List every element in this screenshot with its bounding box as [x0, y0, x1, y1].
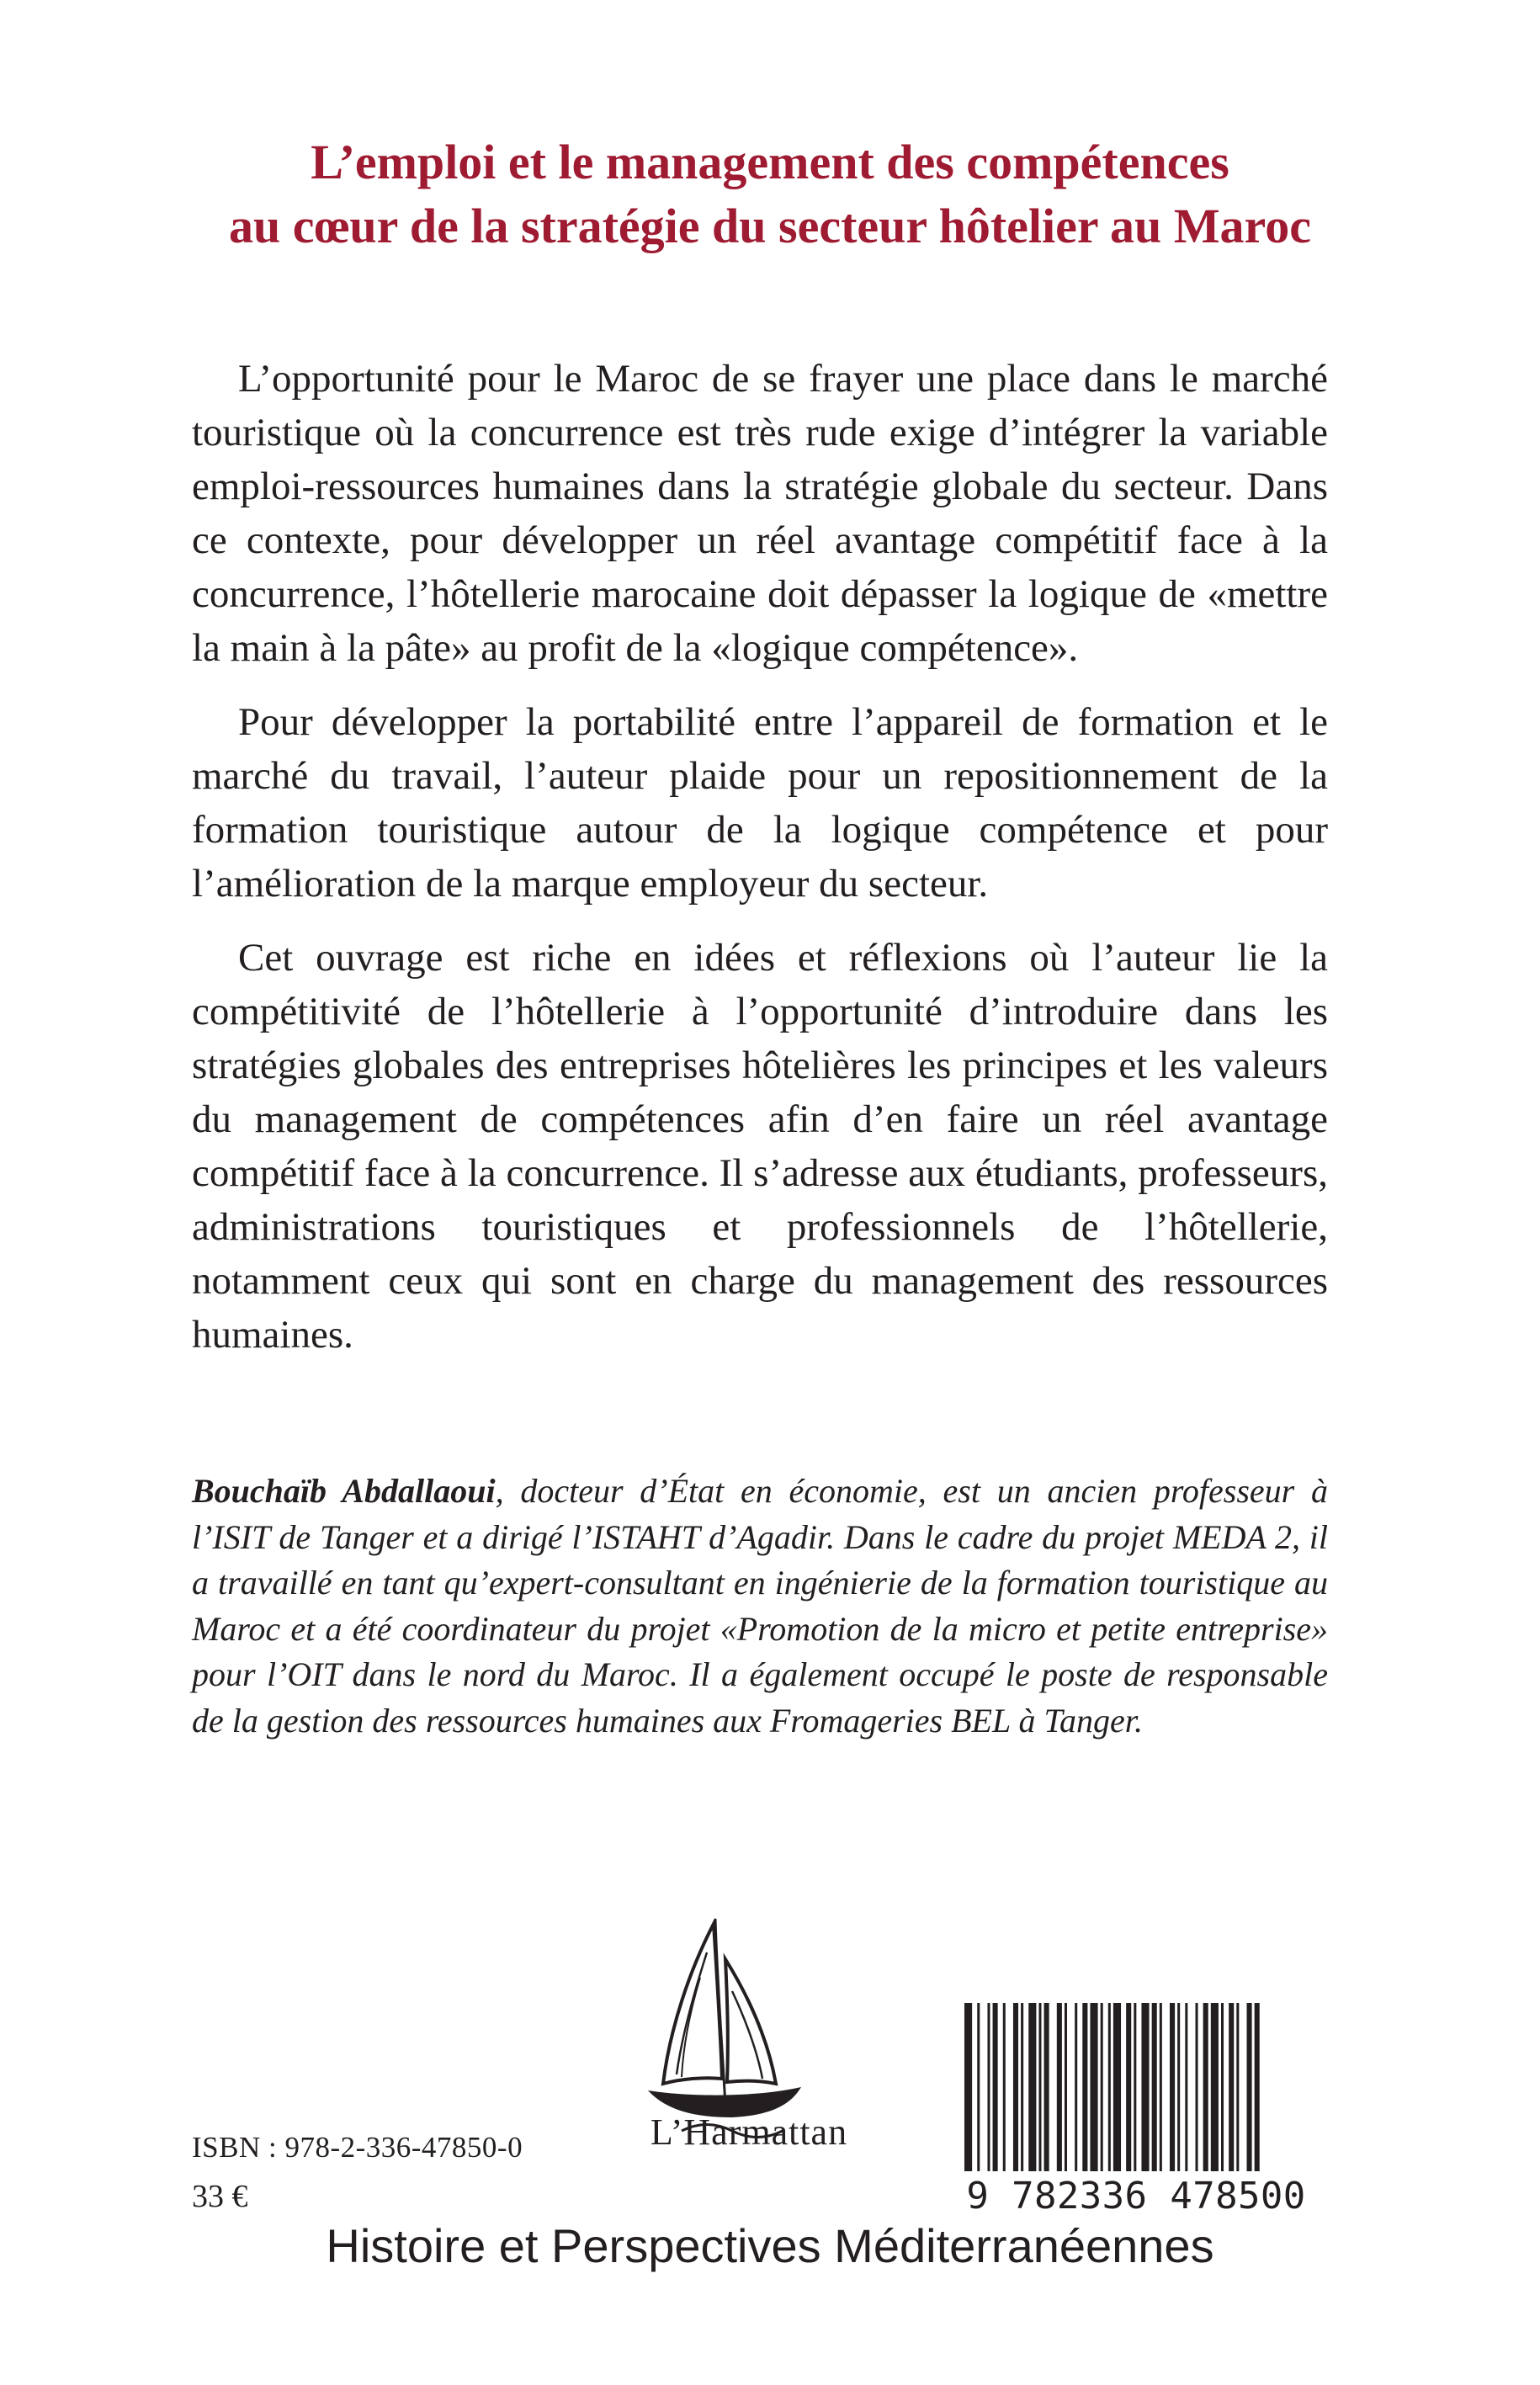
book-title-line-1: L’emploi et le management des compétences: [311, 135, 1229, 189]
price: 33 €: [192, 2179, 248, 2214]
blurb-paragraph-3: Cet ouvrage est riche en idées et réflexions où l’auteur lie la compétitivité de l’hôtellerie à l’opportunité d’introduire dans les stratégies globales des entreprises hôtelières les principes et les valeurs du management de compétences afin d’en faire un réel avantage compétitif face à la concurrence. Il s’adresse aux étudiants, professeurs, administrations touristiques et professionnels de l’hôtellerie, notamment ceux qui sont en charge du management des ressources humaines.: [192, 936, 1328, 1357]
barcode-digits: 9 782336 478500: [959, 2171, 1313, 2222]
blurb-paragraph-2: Pour développer la portabilité entre l’appareil de formation et le marché du travail, l’auteur plaide pour un repositionnement de la formation touristique autour de la logique compétence et pour l’amélioration de la marque employeur du secteur.: [192, 700, 1328, 906]
book-title: [126, 130, 1414, 258]
book-title-line-2: au cœur de la stratégie du secteur hôtelier au Maroc: [229, 199, 1311, 253]
collection-name: Histoire et Perspectives Méditerranéennes: [326, 2219, 1214, 2272]
author-bio-text: , docteur d’État en économie, est un ancien professeur à l’ISIT de Tanger et a dirigé l’ISTAHT d’Agadir. Dans le cadre du projet MEDA 2, il a travaillé en tant qu’expert-consultant en ingénierie de la formation touristique au Maroc et a été coordinateur du projet «Promotion de la micro et petite entreprise» pour l’OIT dans le nord du Maroc. Il a également occupé le poste de responsable de la gestion des ressources humaines aux Fromageries BEL à Tanger.: [192, 1472, 1328, 1740]
back-cover-blurb: [192, 352, 1328, 1382]
publisher-name: L’Harmattan: [650, 2111, 848, 2153]
barcode-icon: [959, 2003, 1313, 2230]
author-bio: [192, 1469, 1328, 1744]
isbn: ISBN : 978-2-336-47850-0: [192, 2131, 523, 2164]
blurb-paragraph-1: L’opportunité pour le Maroc de se frayer une place dans le marché touristique où la concurrence est très rude exige d’intégrer la variable emploi-ressources humaines dans la stratégie globale du secteur. Dans ce contexte, pour développer un réel avantage compétitif face à la concurrence, l’hôtellerie marocaine doit dépasser la logique de «mettre la main à la pâte» au profit de la «logique compétence».: [192, 357, 1328, 670]
author-name: Bouchaïb Abdallaoui: [192, 1472, 496, 1510]
